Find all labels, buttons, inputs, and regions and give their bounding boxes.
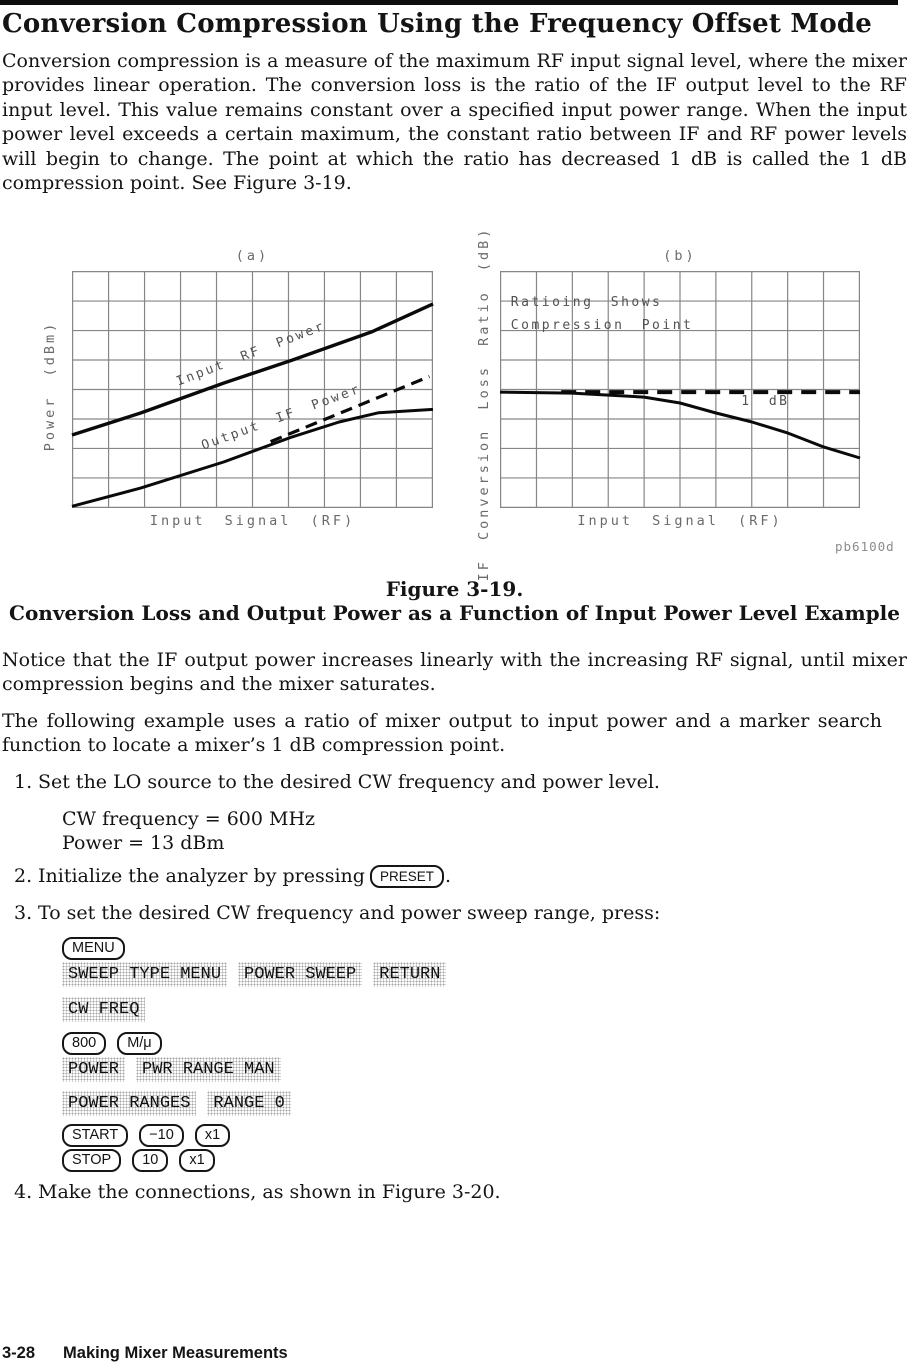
page-title: Conversion Compression Using the Frequency Offset Mode — [2, 9, 873, 39]
chart-b-title: (b) — [663, 248, 697, 264]
hardkey-minus-10: −10 — [139, 1124, 184, 1147]
step-number: 1. — [14, 771, 33, 793]
figure-caption — [0, 577, 909, 625]
step-3 — [14, 901, 894, 925]
chart-b-ylabel: IF Conversion Loss Ratio (dB) — [476, 226, 492, 582]
figure-caption-number: Figure 3-19. — [385, 577, 524, 601]
hardkey-10: 10 — [132, 1149, 168, 1172]
hardkey-x1-b: x1 — [179, 1149, 214, 1172]
power-value: Power = 13 dBm — [62, 832, 225, 854]
softkey-power: POWER — [62, 1057, 125, 1082]
key-row — [62, 962, 446, 987]
step-text: Make the connections, as shown in Figure 3-20. — [38, 1181, 501, 1203]
step-number: 3. — [14, 902, 33, 924]
page-top-rule — [0, 0, 898, 5]
plot-annotation: Compression Point — [510, 318, 694, 334]
step-number: 4. — [14, 1181, 33, 1203]
example-paragraph: The following example uses a ratio of mixer output to input power and a marker search function to locate a mixer’s 1 dB compression point. — [2, 710, 882, 757]
softkey-power-sweep: POWER SWEEP — [238, 962, 362, 987]
figure-caption-title: Conversion Loss and Output Power as a Function of Input Power Level Example — [9, 601, 900, 625]
plot-code: pb6100d — [835, 539, 895, 554]
softkey-sweep-type-menu: SWEEP TYPE MENU — [62, 962, 227, 987]
chart-a-title: (a) — [235, 248, 270, 264]
hardkey-m-mu: M/μ — [117, 1032, 161, 1055]
plot-annotation: Output IF Power — [199, 381, 364, 454]
footer-page-number: 3-28 — [2, 1344, 36, 1362]
step-4 — [14, 1180, 894, 1204]
hardkey-x1-a: x1 — [195, 1124, 230, 1147]
key-row — [62, 997, 145, 1022]
chart-b-xlabel: Input Signal (RF) — [577, 513, 783, 529]
plot-annotation: Ratioing Shows — [510, 294, 663, 310]
key-row — [62, 1032, 162, 1055]
softkey-power-ranges: POWER RANGES — [62, 1091, 196, 1116]
step-text: Initialize the analyzer by pressing PRESET . — [38, 865, 452, 887]
key-row — [62, 1124, 230, 1147]
key-row — [62, 937, 125, 960]
chart-a-plot — [72, 271, 433, 508]
step-text: To set the desired CW frequency and power sweep range, press: — [38, 902, 661, 924]
softkey-range-0: RANGE 0 — [207, 1091, 290, 1116]
notice-paragraph: Notice that the IF output power increases linearly with the increasing RF signal, until mixer compression begins and the mixer saturates. — [2, 649, 907, 696]
hardkey-start: START — [62, 1124, 128, 1147]
key-row — [62, 1149, 215, 1172]
softkey-pwr-range-man: PWR RANGE MAN — [136, 1057, 281, 1082]
softkey-return: RETURN — [373, 962, 446, 987]
step-2 — [14, 864, 894, 889]
chart-b-plot — [500, 271, 860, 508]
intro-paragraph: Conversion compression is a measure of the maximum RF input signal level, where the mixer provides linear operation. The conversion loss is the ratio of the IF output level to the RF input level. This value remains constant over a specified input power range. When the input power level exceeds a certain maximum, the constant ratio between IF and RF power levels will begin to change. The point at which the ratio has decreased 1 dB is called the 1 dB compression point. See Figure 3-19. — [2, 50, 907, 195]
step-1 — [14, 770, 894, 794]
key-row — [62, 1057, 281, 1082]
hardkey-800: 800 — [62, 1032, 106, 1055]
footer-section: Making Mixer Measurements — [63, 1344, 288, 1362]
hardkey-menu: MENU — [62, 937, 125, 960]
hardkey-stop: STOP — [62, 1149, 121, 1172]
step-number: 2. — [14, 865, 33, 887]
softkey-cw-freq: CW FREQ — [62, 997, 145, 1022]
plot-annotation: Input RF Power — [173, 318, 328, 390]
step-text: Set the LO source to the desired CW frequency and power level. — [38, 771, 660, 793]
chart-a-xlabel: Input Signal (RF) — [149, 513, 356, 529]
preset-hardkey: PRESET — [370, 865, 444, 888]
plot-annotation: 1 dB — [741, 394, 790, 410]
footer — [2, 1344, 288, 1363]
cw-frequency-value: CW frequency = 600 MHz — [62, 808, 316, 830]
key-row — [62, 1091, 291, 1116]
chart-a-ylabel: Power (dBm) — [42, 320, 58, 452]
